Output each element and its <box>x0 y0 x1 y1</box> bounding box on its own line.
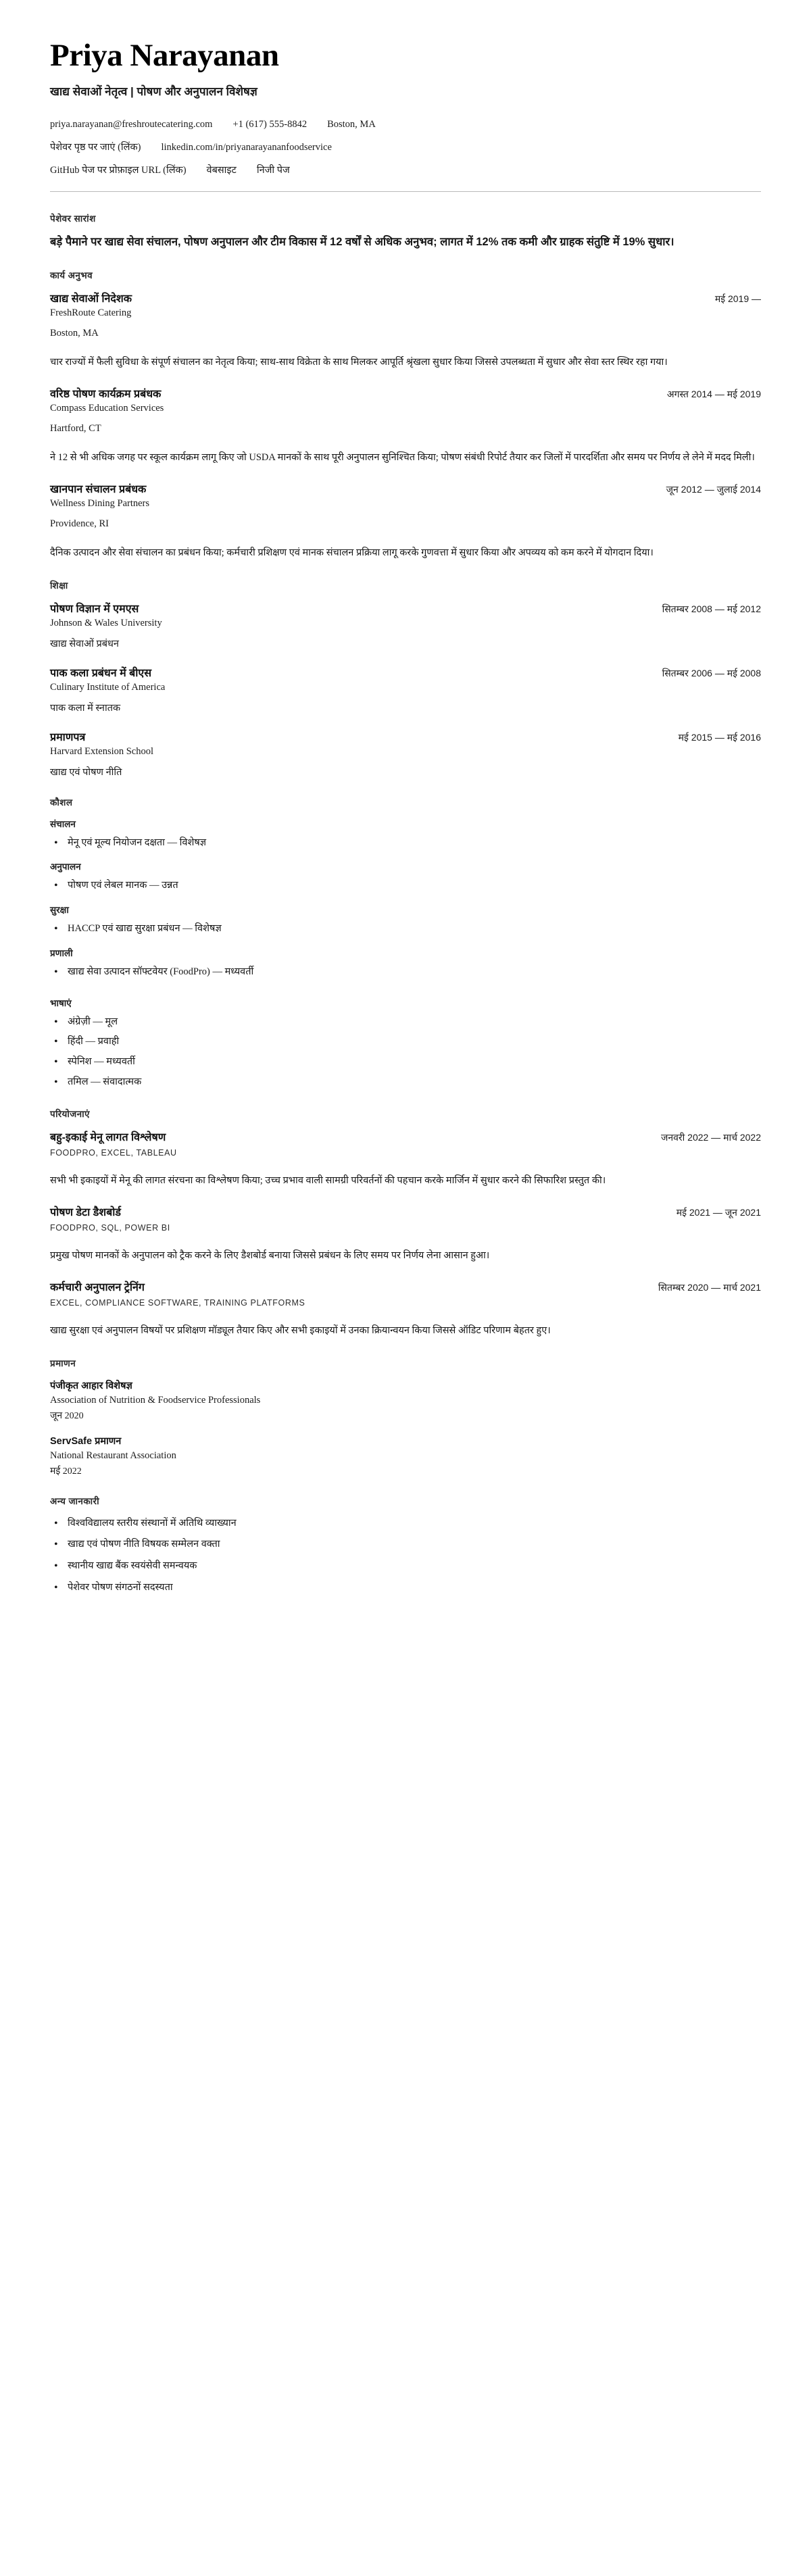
experience-entry <box>50 481 761 562</box>
list-item: • मेनू एवं मूल्य नियोजन दक्षता — विशेषज्ञ <box>50 836 761 851</box>
experience-entry <box>50 291 761 371</box>
education-entry <box>50 601 761 650</box>
experience-org: Compass Education Services <box>50 402 164 414</box>
experience-description: ने 12 से भी अधिक जगह पर स्कूल कार्यक्रम लागू किए जो USDA मानकों के साथ पूरी अनुपालन सुनिश्चित किया; पोषण संबंधी रिपोर्ट तैयार कर जिलों में पारदर्शिता और समय पर निर्णय ले लेने में मदद मिली। <box>50 451 755 463</box>
header-divider <box>50 191 761 192</box>
project-entry <box>50 1129 761 1189</box>
experience-description: चार राज्यों में फैली सुविधा के संपूर्ण संचालन का नेतृत्व किया; साथ-साथ विक्रेता के साथ मिलकर आपूर्ति श्रृंखला सुधार किया जिससे उपलब्धता में सुधार और सेवा स्तर स्थिर रहा गया। <box>50 356 668 368</box>
certification-entry <box>50 1379 761 1422</box>
experience-location: Boston, MA <box>50 327 99 339</box>
section-experience <box>50 269 761 562</box>
education-entry <box>50 729 761 778</box>
section-title-education: शिक्षा <box>50 580 68 591</box>
skill-group-title: संचालन <box>50 818 76 829</box>
certification-issuer: Association of Nutrition & Foodservice Professionals <box>50 1394 261 1406</box>
section-skills <box>50 796 761 1090</box>
skill-list <box>50 836 761 851</box>
education-entry-head <box>50 729 761 744</box>
language-list <box>50 1015 761 1090</box>
project-entry <box>50 1204 761 1264</box>
summary-text: बड़े पैमाने पर खाद्य सेवा संचालन, पोषण अनुपालन और टीम विकास में 12 वर्षों से अधिक अनुभव; लागत में 12% तक कमी और ग्राहक संतुष्टि में 19% सुधार। <box>50 236 674 249</box>
linkedin-link[interactable]: linkedin.com/in/priyanarayananfoodservice <box>161 142 332 153</box>
skill-group-title: प्रणाली <box>50 947 73 958</box>
experience-location: Hartford, CT <box>50 422 101 434</box>
list-item: • पोषण एवं लेबल मानक — उन्नत <box>50 878 761 893</box>
section-certifications <box>50 1357 761 1477</box>
list-item: • पेशेवर पोषण संगठनों सदस्यता <box>50 1581 761 1595</box>
professional-headline: खाद्य सेवाओं नेतृत्व | पोषण और अनुपालन विशेषज्ञ <box>50 85 257 99</box>
project-entry <box>50 1279 761 1339</box>
education-entry <box>50 665 761 714</box>
education-degree: पोषण विज्ञान में एमएस <box>50 603 139 615</box>
section-title-skills: कौशल <box>50 797 73 808</box>
project-dates: सितम्बर 2020 — मार्च 2021 <box>658 1281 761 1293</box>
project-title: कर्मचारी अनुपालन ट्रेनिंग <box>50 1281 145 1293</box>
experience-title: खानपान संचालन प्रबंधक <box>50 483 147 495</box>
experience-entry-head <box>50 291 761 305</box>
education-degree: पाक कला प्रबंधन में बीएस <box>50 667 152 679</box>
contact-phone: +1 (617) 555-8842 <box>232 119 308 130</box>
project-title: बहु-इकाई मेनू लागत विश्लेषण <box>50 1131 166 1143</box>
skill-group <box>50 947 761 980</box>
project-entry-head <box>50 1204 761 1219</box>
project-description: सभी भी इकाइयों में मेनू की लागत संरचना का विश्लेषण किया; उच्च प्रभाव वाली सामग्री परिवर्तनों की पहचान करके मार्जिन में सुधार करने की सिफारिश प्रस्तुत की। <box>50 1174 606 1186</box>
certification-entry <box>50 1434 761 1477</box>
list-item: • हिंदी — प्रवाही <box>50 1035 761 1049</box>
language-group <box>50 997 761 1090</box>
section-title-projects: परियोजनाएं <box>50 1108 90 1119</box>
project-entry-head <box>50 1129 761 1144</box>
project-tech: FOODPRO, SQL, POWER BI <box>50 1222 170 1233</box>
education-dates: सितम्बर 2008 — मई 2012 <box>662 603 761 614</box>
education-extra: खाद्य एवं पोषण नीति <box>50 766 122 778</box>
project-tech: EXCEL, COMPLIANCE SOFTWARE, TRAINING PLATFORMS <box>50 1297 305 1308</box>
certification-name: पंजीकृत आहार विशेषज्ञ <box>50 1380 132 1391</box>
education-entry-head <box>50 665 761 680</box>
education-degree: प्रमाणपत्र <box>50 731 86 743</box>
project-description: प्रमुख पोषण मानकों के अनुपालन को ट्रैक करने के लिए डैशबोर्ड बनाया जिससे प्रबंधन के लिए समय पर निर्णय लेना आसान हुआ। <box>50 1249 490 1261</box>
experience-entry-head <box>50 386 761 401</box>
spacer <box>50 990 761 997</box>
education-extra: पाक कला में स्नातक <box>50 702 121 714</box>
skill-list <box>50 878 761 893</box>
experience-location: Providence, RI <box>50 518 109 529</box>
professional-page-link[interactable]: पेशेवर पृष्ठ पर जाएं (लिंक) <box>50 142 141 153</box>
education-entry-head <box>50 601 761 616</box>
section-education <box>50 579 761 778</box>
experience-dates: जून 2012 — जुलाई 2014 <box>666 483 761 495</box>
education-extra: खाद्य सेवाओं प्रबंधन <box>50 638 119 649</box>
skill-group <box>50 860 761 893</box>
list-item: • स्पेनिश — मध्यवर्ती <box>50 1055 761 1070</box>
language-group-label: भाषाएं <box>50 997 72 1008</box>
experience-entry <box>50 386 761 466</box>
skill-list <box>50 922 761 937</box>
experience-org: FreshRoute Catering <box>50 307 132 318</box>
list-item: • तमिल — संवादात्मक <box>50 1075 761 1090</box>
section-other-info <box>50 1495 761 1595</box>
project-tech: FOODPRO, EXCEL, TABLEAU <box>50 1147 177 1158</box>
certification-issuer: National Restaurant Association <box>50 1450 176 1461</box>
other-info-list <box>50 1516 761 1595</box>
section-title-experience: कार्य अनुभव <box>50 270 93 280</box>
skill-group-title: अनुपालन <box>50 862 81 872</box>
experience-entry-head <box>50 481 761 496</box>
page-title: Priya Narayanan <box>50 38 279 73</box>
list-item: • स्थानीय खाद्य बैंक स्वयंसेवी समन्वयक <box>50 1559 761 1574</box>
certification-date: मई 2022 <box>50 1466 82 1477</box>
github-profile-link[interactable]: GitHub पेज पर प्रोफ़ाइल URL (लिंक) <box>50 165 187 176</box>
section-title-summary: पेशेवर सारांश <box>50 214 96 224</box>
education-dates: मई 2015 — मई 2016 <box>678 731 761 743</box>
contact-row-1 <box>50 119 761 130</box>
certification-name: ServSafe प्रमाणन <box>50 1435 122 1447</box>
project-dates: जनवरी 2022 — मार्च 2022 <box>660 1131 761 1143</box>
skill-group <box>50 818 761 851</box>
project-dates: मई 2021 — जून 2021 <box>676 1206 761 1218</box>
education-school: Culinary Institute of America <box>50 681 166 693</box>
list-item: • HACCP एवं खाद्य सुरक्षा प्रबंधन — विशेषज्ञ <box>50 922 761 937</box>
contact-row-3 <box>50 163 761 176</box>
contact-location: Boston, MA <box>327 119 376 130</box>
section-title-other-info: अन्य जानकारी <box>50 1495 99 1506</box>
website-link[interactable]: वेबसाइट <box>206 165 237 176</box>
contact-email[interactable]: priya.narayanan@freshroutecatering.com <box>50 119 213 130</box>
education-school: Johnson & Wales University <box>50 617 162 628</box>
project-entry-head <box>50 1279 761 1294</box>
skill-group-title: सुरक्षा <box>50 905 69 916</box>
section-projects <box>50 1108 761 1339</box>
experience-description: दैनिक उत्पादन और सेवा संचालन का प्रबंधन किया; कर्मचारी प्रशिक्षण एवं मानक संचालन प्रक्रिया लागू करके गुणवत्ता में सुधार किया और अपव्यय को कम करने में योगदान दिया। <box>50 547 654 558</box>
education-dates: सितम्बर 2006 — मई 2008 <box>662 667 761 678</box>
certification-date: जून 2020 <box>50 1410 84 1421</box>
contact-row-2 <box>50 140 761 153</box>
education-school: Harvard Extension School <box>50 745 154 757</box>
experience-dates: मई 2019 — <box>714 293 761 304</box>
list-item: • खाद्य एवं पोषण नीति विषयक सम्मेलन वक्ता <box>50 1537 761 1552</box>
list-item: • खाद्य सेवा उत्पादन सॉफ्टवेयर (FoodPro) — मध्यवर्ती <box>50 965 761 980</box>
experience-dates: अगस्त 2014 — मई 2019 <box>666 388 761 399</box>
project-description: खाद्य सुरक्षा एवं अनुपालन विषयों पर प्रशिक्षण मॉड्यूल तैयार किए और सभी इकाइयों में उनका क्रियान्वयन किया जिससे ऑडिट परिणाम बेहतर हुए। <box>50 1324 551 1336</box>
contact-block <box>50 119 761 176</box>
list-item: • विश्वविद्यालय स्तरीय संस्थानों में अतिथि व्याख्यान <box>50 1516 761 1531</box>
section-summary <box>50 212 761 251</box>
project-title: पोषण डेटा डैशबोर्ड <box>50 1206 121 1218</box>
section-title-certifications: प्रमाणन <box>50 1358 76 1368</box>
list-item: • अंग्रेज़ी — मूल <box>50 1015 761 1030</box>
skill-list <box>50 965 761 980</box>
experience-title: वरिष्ठ पोषण कार्यक्रम प्रबंधक <box>50 388 162 400</box>
skill-group <box>50 903 761 937</box>
experience-org: Wellness Dining Partners <box>50 497 150 509</box>
experience-title: खाद्य सेवाओं निदेशक <box>50 293 132 305</box>
personal-page-link[interactable]: निजी पेज <box>256 165 290 176</box>
